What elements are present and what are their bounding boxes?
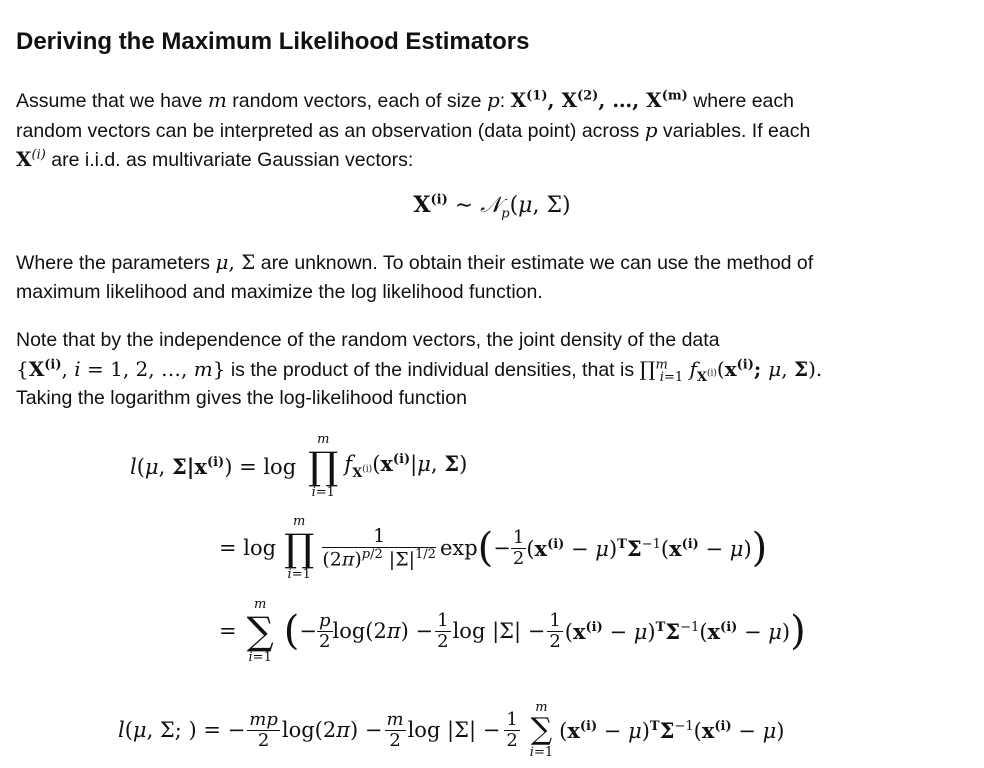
intro-text: random vectors can be interpreted as an observation (data point) across [16,119,640,142]
parameters-line-2: maximum likelihood and maximize the log likelihood function. [16,280,543,303]
intro-line-2 [16,116,946,146]
loglik-equation-line-3: = m ∑ i=1 ( − $\frac{p}{2}$ log(2π) − $\frac{1}{2}$ log |Σ| − $\frac{1}{2}$ $(x^{(i)} - \mu)^T\Sigma^{-1}(x^{(i)} - \mu)$ ) [219,597,806,665]
intro-text: random vectors, each of size [232,90,482,112]
parameters-line-1 [16,248,946,278]
independence-line-3: Taking the logarithm gives the log-likelihood function [16,387,467,409]
colon: : [499,90,506,112]
intro-text: variables. If each [662,119,811,142]
symbol-m: m [207,88,227,112]
intro-line-3 [16,145,946,175]
loglik-equation-line-2: = log m ∏ i=1 $\frac{1}{(2\pi)^{p/2} |\Sigma|^{1/2}}$ exp ( − $\frac{1}{2}$ $(x^{(i)} - \mu)^T\Sigma^{-1}(x^{(i)} - \mu)$ ) [219,514,768,582]
loglik-equation-line-4: l(μ, Σ; ) = − $\frac{mp}{2}$ log(2π) − $\frac{m}{2}$ log |Σ| − $\frac{1}{2}$ m ∑ i=1 $(x^{(i)} - \mu)^T\Sigma^{-1}(x^{(i)} - \mu)$ [118,700,785,760]
intro-paragraph [16,86,946,175]
sample-set: {$X^{(i)}$, i = 1, 2, …, m} [16,356,226,381]
symbol-p: p [486,88,500,112]
independence-line-1: Note that by the independence of the random vectors, the joint density of the data [16,329,720,351]
distribution-equation: $X^{(i)}$ ∼ 𝒩$_p$(μ, Σ) [413,192,571,222]
params-text: Where the parameters [16,252,211,274]
symbol-xi: $X^{(i)}$ [16,147,46,171]
random-vectors-list: $X^{(1)}$, $X^{(2)}$, …, $X^{(m)}$ [510,88,688,112]
params-text: are unknown. To obtain their estimate we can use the method of [260,252,814,274]
independence-paragraph [16,326,946,413]
independence-text: is the product of the individual densities, that is [230,358,635,381]
page-title: Deriving the Maximum Likelihood Estimators [16,28,530,55]
intro-line-1 [16,86,946,116]
parameters-paragraph [16,248,946,306]
intro-text: are i.i.d. as multivariate Gaussian vectors: [51,149,414,171]
product-expression: ∏$^m_{i=1}$ $f_{X^{(i)}}(x^{(i)}$; μ, Σ). [639,356,823,385]
intro-text: where each [693,90,795,112]
params-symbols: μ, Σ [215,250,256,274]
independence-line-2 [16,355,946,385]
loglik-equation-line-1: l(μ, $\Sigma|x^{(i)}) = \log$ m ∏ i=1 $f_{X^{(i)}}(x^{(i)}|\mu$, Σ) [130,432,468,500]
intro-text: Assume that we have [16,90,203,112]
symbol-p: p [644,117,658,142]
